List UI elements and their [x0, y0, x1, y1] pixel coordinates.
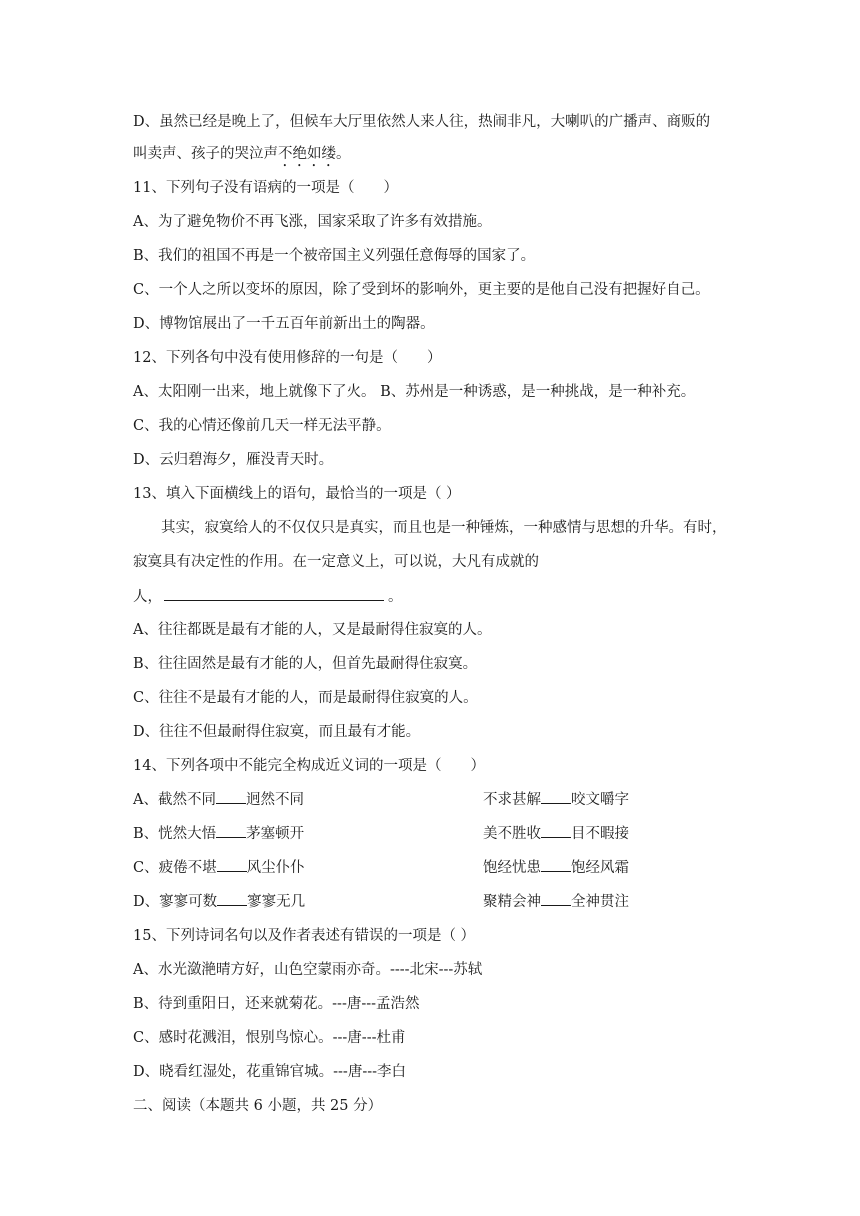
q14-word: 饱经风霜	[571, 860, 629, 876]
q13-passage-start: 人，	[133, 589, 162, 605]
q15-option-c: C、感时花溅泪，恨别鸟惊心。---唐---杜甫	[133, 1030, 406, 1046]
blank-line	[541, 825, 571, 838]
q14-pair-2	[483, 790, 629, 810]
blank-line	[216, 791, 246, 804]
q13-passage-line2: 寂寞具有决定性的作用。在一定意义上，可以说，大凡有成就的	[133, 554, 539, 570]
q11-option-c: C、一个人之所以变坏的原因，除了受到坏的影响外，更主要的是他自己没有把握好自己。	[133, 282, 710, 298]
q14-word: 目不暇接	[571, 826, 629, 842]
blank-line	[217, 893, 247, 906]
q13-passage-line3	[133, 586, 403, 607]
q10-option-d-end: 。	[336, 146, 351, 162]
q14-word: 风尘仆仆	[246, 860, 305, 876]
q14-word: 聚精会神	[483, 894, 541, 910]
q13-option-b: B、往往固然是最有才能的人，但首先最耐得住寂寞。	[133, 656, 478, 672]
q14-option-row	[133, 824, 629, 844]
q15-option-b: B、待到重阳日，还来就菊花。---唐---孟浩然	[133, 996, 420, 1012]
q11-option-b: B、我们的祖国不再是一个被帝国主义列强任意侮辱的国家了。	[133, 248, 536, 264]
q15-option-d: D、晓看红湿处，花重锦官城。---唐---李白	[133, 1064, 407, 1080]
q13-passage-end: 。	[388, 589, 403, 605]
q14-word: 全神贯注	[571, 894, 629, 910]
q11-option-d: D、博物馆展出了一千五百年前新出土的陶器。	[133, 316, 435, 332]
q14-word: C、疲倦不堪	[133, 860, 217, 876]
q14-stem: 14、下列各项中不能完全构成近义词的一项是（ ）	[133, 758, 485, 774]
q15-option-a: A、水光潋滟晴方好，山色空蒙雨亦奇。----北宋---苏轼	[133, 962, 483, 978]
q11-option-a: A、为了避免物价不再飞涨，国家采取了许多有效措施。	[133, 214, 492, 230]
q10-option-d-line1: D、虽然已经是晚上了，但候车大厅里依然人来人往，热闹非凡，大喇叭的广播声、商贩的	[133, 114, 711, 130]
q14-word: 饱经忧患	[483, 860, 541, 876]
q14-word: 美不胜收	[483, 826, 541, 842]
q14-word: 茅塞顿开	[246, 826, 305, 842]
q10-option-d-line2	[133, 144, 351, 170]
blank-line	[541, 791, 571, 804]
emphasized-idiom: 不绝如缕	[278, 146, 336, 162]
blank-line	[541, 859, 571, 872]
q13-stem: 13、填入下面横线上的语句，最恰当的一项是（ ）	[133, 486, 461, 502]
q14-word: A、截然不同	[133, 792, 216, 808]
q14-word: B、恍然大悟	[133, 826, 217, 842]
q15-stem: 15、下列诗词名句以及作者表述有错误的一项是（ ）	[133, 928, 476, 944]
section-heading: 二、阅读（本题共 6 小题，共 25 分）	[133, 1098, 383, 1114]
q14-option-row	[133, 858, 629, 878]
q12-option-d: D、云归碧海夕，雁没青天时。	[133, 452, 334, 468]
blank-line	[217, 859, 247, 872]
q14-pair-2	[483, 892, 629, 912]
q13-passage-line1: 其实，寂寞给人的不仅仅只是真实，而且也是一种锤炼，一种感情与思想的升华。有时，	[161, 520, 727, 536]
q13-option-d: D、往往不但最耐得住寂寞，而且最有才能。	[133, 724, 421, 740]
q14-option-row	[133, 790, 629, 810]
q11-stem: 11、下列句子没有语病的一项是（ ）	[133, 180, 398, 196]
q14-pair-2	[483, 824, 629, 844]
q12-option-c: C、我的心情还像前几天一样无法平静。	[133, 418, 391, 434]
q14-word: 寥寥无几	[247, 894, 306, 910]
q14-word: 迥然不同	[245, 792, 304, 808]
q14-option-row	[133, 892, 629, 912]
q10-option-d-text: 叫卖声、孩子的哭泣声	[133, 146, 278, 162]
q14-word: 不求甚解	[483, 792, 541, 808]
q12-option-ab: A、太阳刚一出来，地上就像下了火。 B、苏州是一种诱惑，是一种挑战，是一种补充。	[133, 384, 696, 400]
q13-option-a: A、往往都既是最有才能的人，又是最耐得住寂寞的人。	[133, 622, 492, 638]
blank-line	[541, 893, 571, 906]
q14-word: D、寥寥可数	[133, 894, 218, 910]
q14-word: 咬文嚼字	[571, 792, 629, 808]
fill-in-blank	[164, 586, 384, 601]
blank-line	[216, 825, 246, 838]
q12-stem: 12、下列各句中没有使用修辞的一句是（ ）	[133, 350, 442, 366]
q13-option-c: C、往往不是最有才能的人，而是最耐得住寂寞的人。	[133, 690, 478, 706]
q14-pair-2	[483, 858, 629, 878]
